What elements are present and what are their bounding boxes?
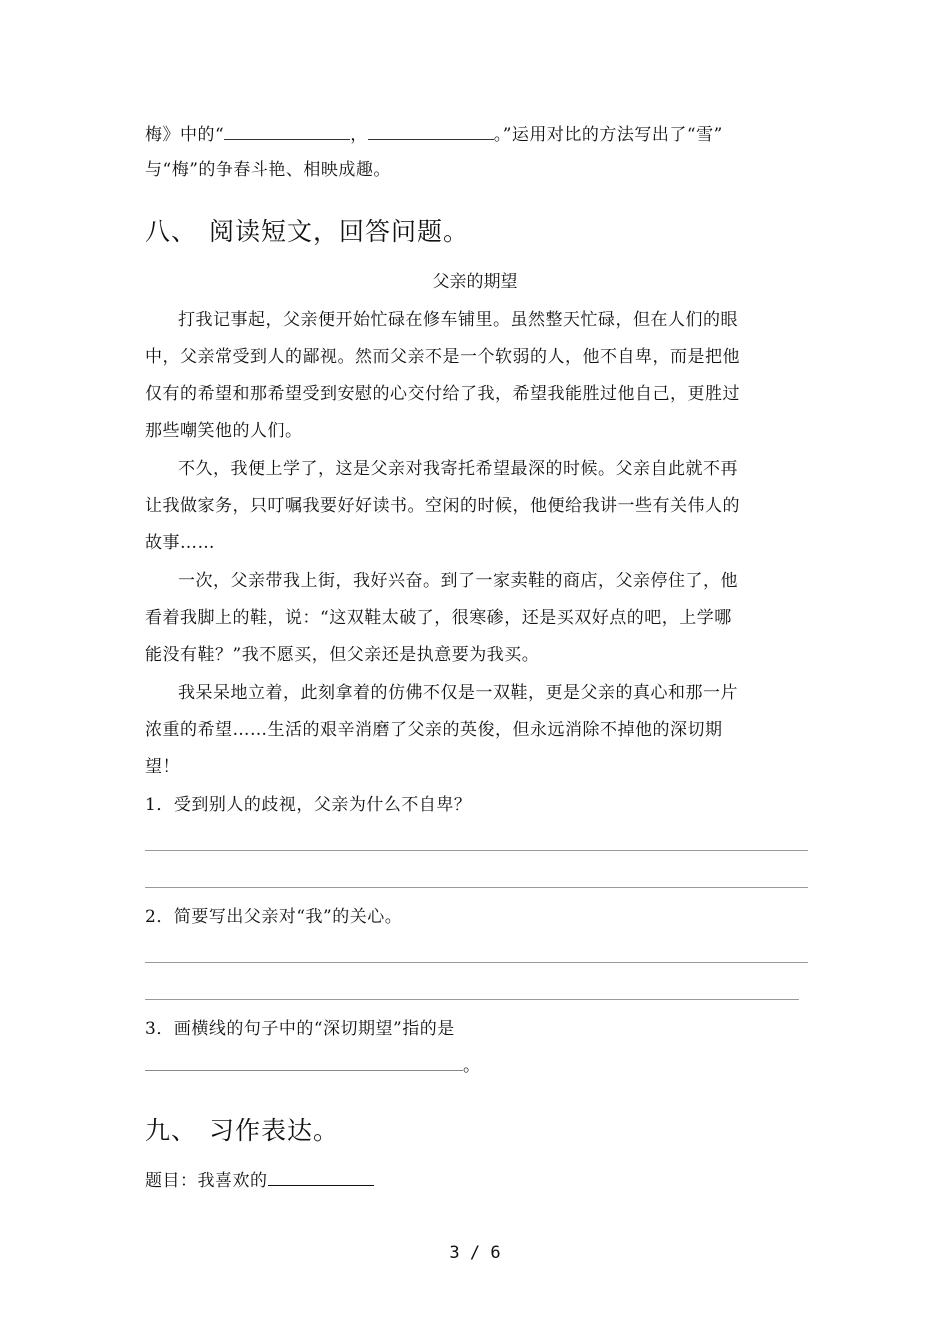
section7-line1-post: 。”运用对比的方法写出了“雪” [493, 125, 723, 145]
section7-line1-mid: ， [350, 125, 368, 145]
question-3-answer [145, 1054, 481, 1078]
passage-line: 能没有鞋？”我不愿买，但父亲还是执意要为我买。 [145, 645, 540, 665]
passage-title: 父亲的期望 [432, 272, 518, 292]
composition-prompt [145, 1167, 374, 1193]
section8-number: 八、 [145, 217, 198, 246]
section8-heading [145, 215, 469, 249]
passage-line: 打我记事起，父亲便开始忙碌在修车铺里。虽然整天忙碌，但在人们的眼 [178, 310, 738, 330]
question-3-end: 。 [463, 1056, 481, 1076]
passage-line: 那些嘲笑他的人们。 [145, 421, 303, 441]
section7-line1-pre: 梅》中的“ [145, 125, 225, 145]
section9-heading-text: 习作表达。 [209, 1116, 340, 1145]
passage-line: 故事…… [145, 533, 215, 553]
passage-line: 望！ [145, 757, 180, 777]
answer-line-q1-b[interactable] [145, 887, 808, 888]
question-1: 1．受到别人的歧视，父亲为什么不自卑？ [145, 795, 472, 815]
answer-fill-q3[interactable] [145, 1054, 463, 1071]
passage-line: 让我做家务，只叮嘱我要好好读书。空闲的时候，他便给我讲一些有关伟人的 [145, 496, 740, 516]
section9-number: 九、 [145, 1116, 198, 1145]
section7-line2: 与“梅”的争春斗艳、相映成趣。 [145, 160, 391, 180]
passage-line: 仅有的希望和那希望受到安慰的心交付给了我，希望我能胜过他自己，更胜过 [145, 384, 740, 404]
section7-line1 [145, 121, 723, 147]
question-3: 3．画横线的句子中的“深切期望”指的是 [145, 1019, 455, 1039]
passage-line: 一次，父亲带我上街，我好兴奋。到了一家卖鞋的商店，父亲停住了，他 [178, 571, 738, 591]
fill-blank-1[interactable] [224, 121, 350, 140]
passage-line: 不久，我便上学了，这是父亲对我寄托希望最深的时候。父亲自此就不再 [178, 459, 738, 479]
answer-line-q2-a[interactable] [145, 962, 808, 963]
fill-blank-2[interactable] [368, 121, 494, 140]
passage-line: 浓重的希望……生活的艰辛消磨了父亲的英俊，但永远消除不掉他的深切期 [145, 720, 723, 740]
section8-heading-text: 阅读短文，回答问题。 [209, 217, 470, 246]
question-2: 2．简要写出父亲对“我”的关心。 [145, 907, 403, 927]
composition-prompt-text: 题目：我喜欢的 [145, 1171, 268, 1191]
answer-line-q1-a[interactable] [145, 850, 808, 851]
answer-line-q2-b[interactable] [145, 999, 799, 1000]
section9-heading [145, 1114, 339, 1148]
passage-line: 看着我脚上的鞋，说：“这双鞋太破了，很寒碜，还是买双好点的吧，上学哪 [145, 608, 732, 628]
page-number: 3 / 6 [449, 1243, 501, 1263]
passage-line: 中，父亲常受到人的鄙视。然而父亲不是一个软弱的人，他不自卑，而是把他 [145, 347, 740, 367]
composition-title-blank[interactable] [268, 1167, 374, 1186]
passage-line: 我呆呆地立着，此刻拿着的仿佛不仅是一双鞋，更是父亲的真心和那一片 [178, 683, 738, 703]
